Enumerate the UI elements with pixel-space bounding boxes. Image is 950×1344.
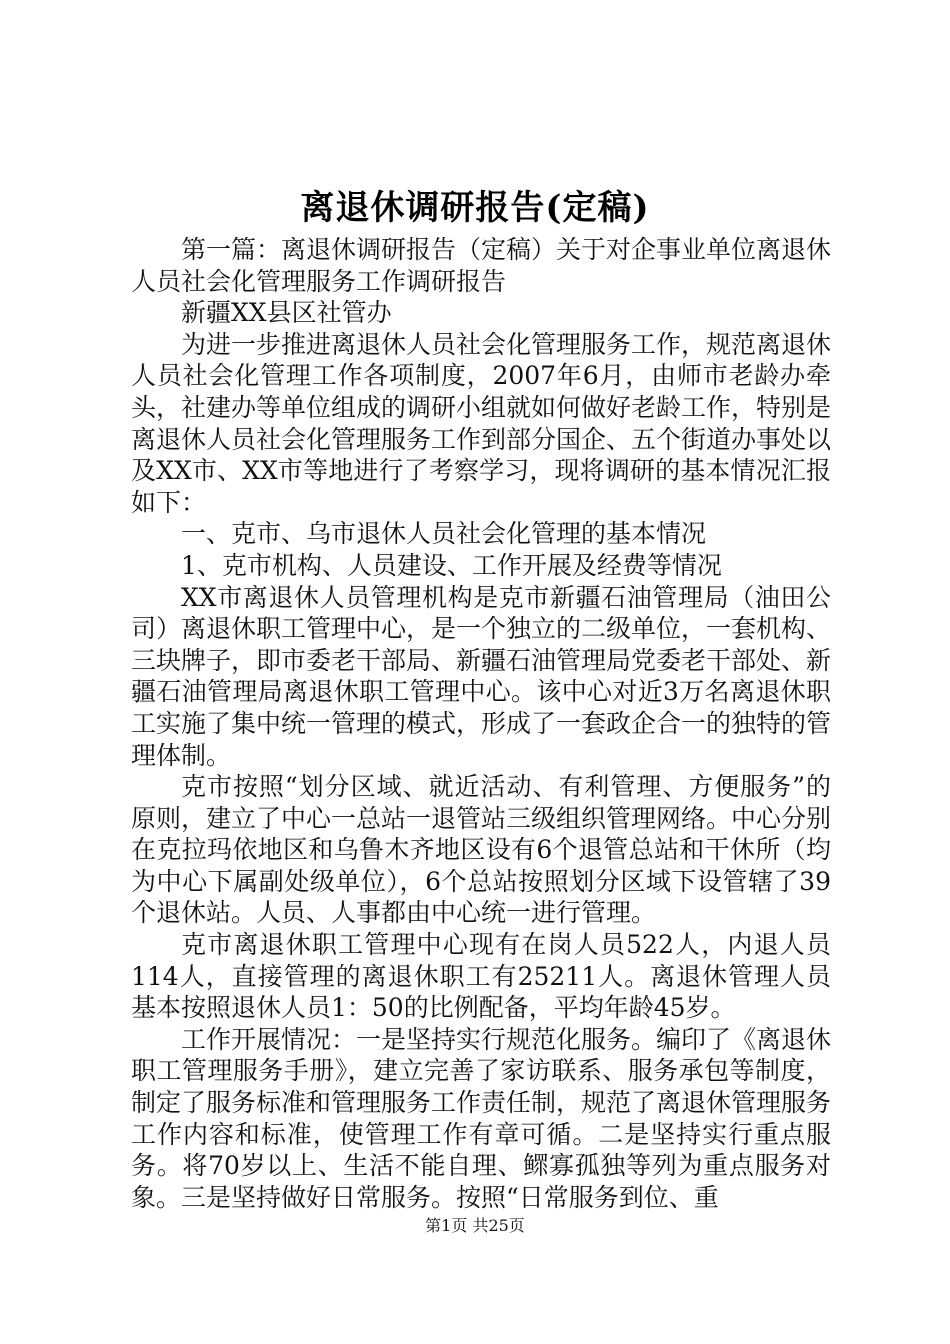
paragraph: 克市离退休职工管理中心现有在岗人员522人，内退人员114人，直接管理的离退休职工有25211人。离退休管理人员基本按照退休人员1：50的比例配备，平均年龄45岁。 xyxy=(131,930,831,1023)
paragraph: 工作开展情况：一是坚持实行规范化服务。编印了《离退休职工管理服务手册》，建立完善了家访联系、服务承包等制度，制定了服务标准和管理服务工作责任制，规范了离退休管理服务工作内容和标准，使管理工作有章可循。二是坚持实行重点服务。将70岁以上、生活不能自理、鳏寡孤独等列为重点服务对象。三是坚持做好日常服务。按照“日常服务到位、重 xyxy=(131,1024,832,1212)
paragraph: 第一篇：离退休调研报告（定稿）关于对企事业单位离退休人员社会化管理服务工作调研报告 xyxy=(131,235,832,296)
page-number-footer: 第1页 共25页 xyxy=(425,1216,525,1235)
document-body xyxy=(131,234,831,1213)
paragraph: 1、克市机构、人员建设、工作开展及经费等情况 xyxy=(181,550,722,580)
paragraph: XX市离退休人员管理机构是克市新疆石油管理局（油田公司）离退休职工管理中心，是一个独立的二级单位，一套机构、三块牌子，即市委老干部局、新疆石油管理局党委老干部处、新疆石油管理局离退休职工管理中心。该中心对近3万名离退休职工实施了集中统一管理的模式，形成了一套政企合一的独特的管理体制。 xyxy=(131,582,832,770)
paragraph: 克市按照“划分区域、就近活动、有利管理、方便服务”的原则，建立了中心一总站一退管站三级组织管理网络。中心分别在克拉玛依地区和乌鲁木齐地区设有6个退管总站和干休所（均为中心下属副处级单位），6个总站按照划分区域下设管辖了39个退休站。人员、人事都由中心统一进行管理。 xyxy=(131,772,832,928)
paragraph: 为进一步推进离退休人员社会化管理服务工作，规范离退休人员社会化管理工作各项制度，2007年6月，由师市老龄办牵头，社建办等单位组成的调研小组就如何做好老龄工作，特别是离退休人员社会化管理服务工作到部分国企、五个街道办事处以及XX市、XX市等地进行了考察学习，现将调研的基本情况汇报如下： xyxy=(131,329,832,517)
paragraph: 一、克市、乌市退休人员社会化管理的基本情况 xyxy=(181,519,707,549)
document-title: 离退休调研报告(定稿) xyxy=(300,188,650,228)
paragraph: 新疆XX县区社管办 xyxy=(181,298,392,328)
